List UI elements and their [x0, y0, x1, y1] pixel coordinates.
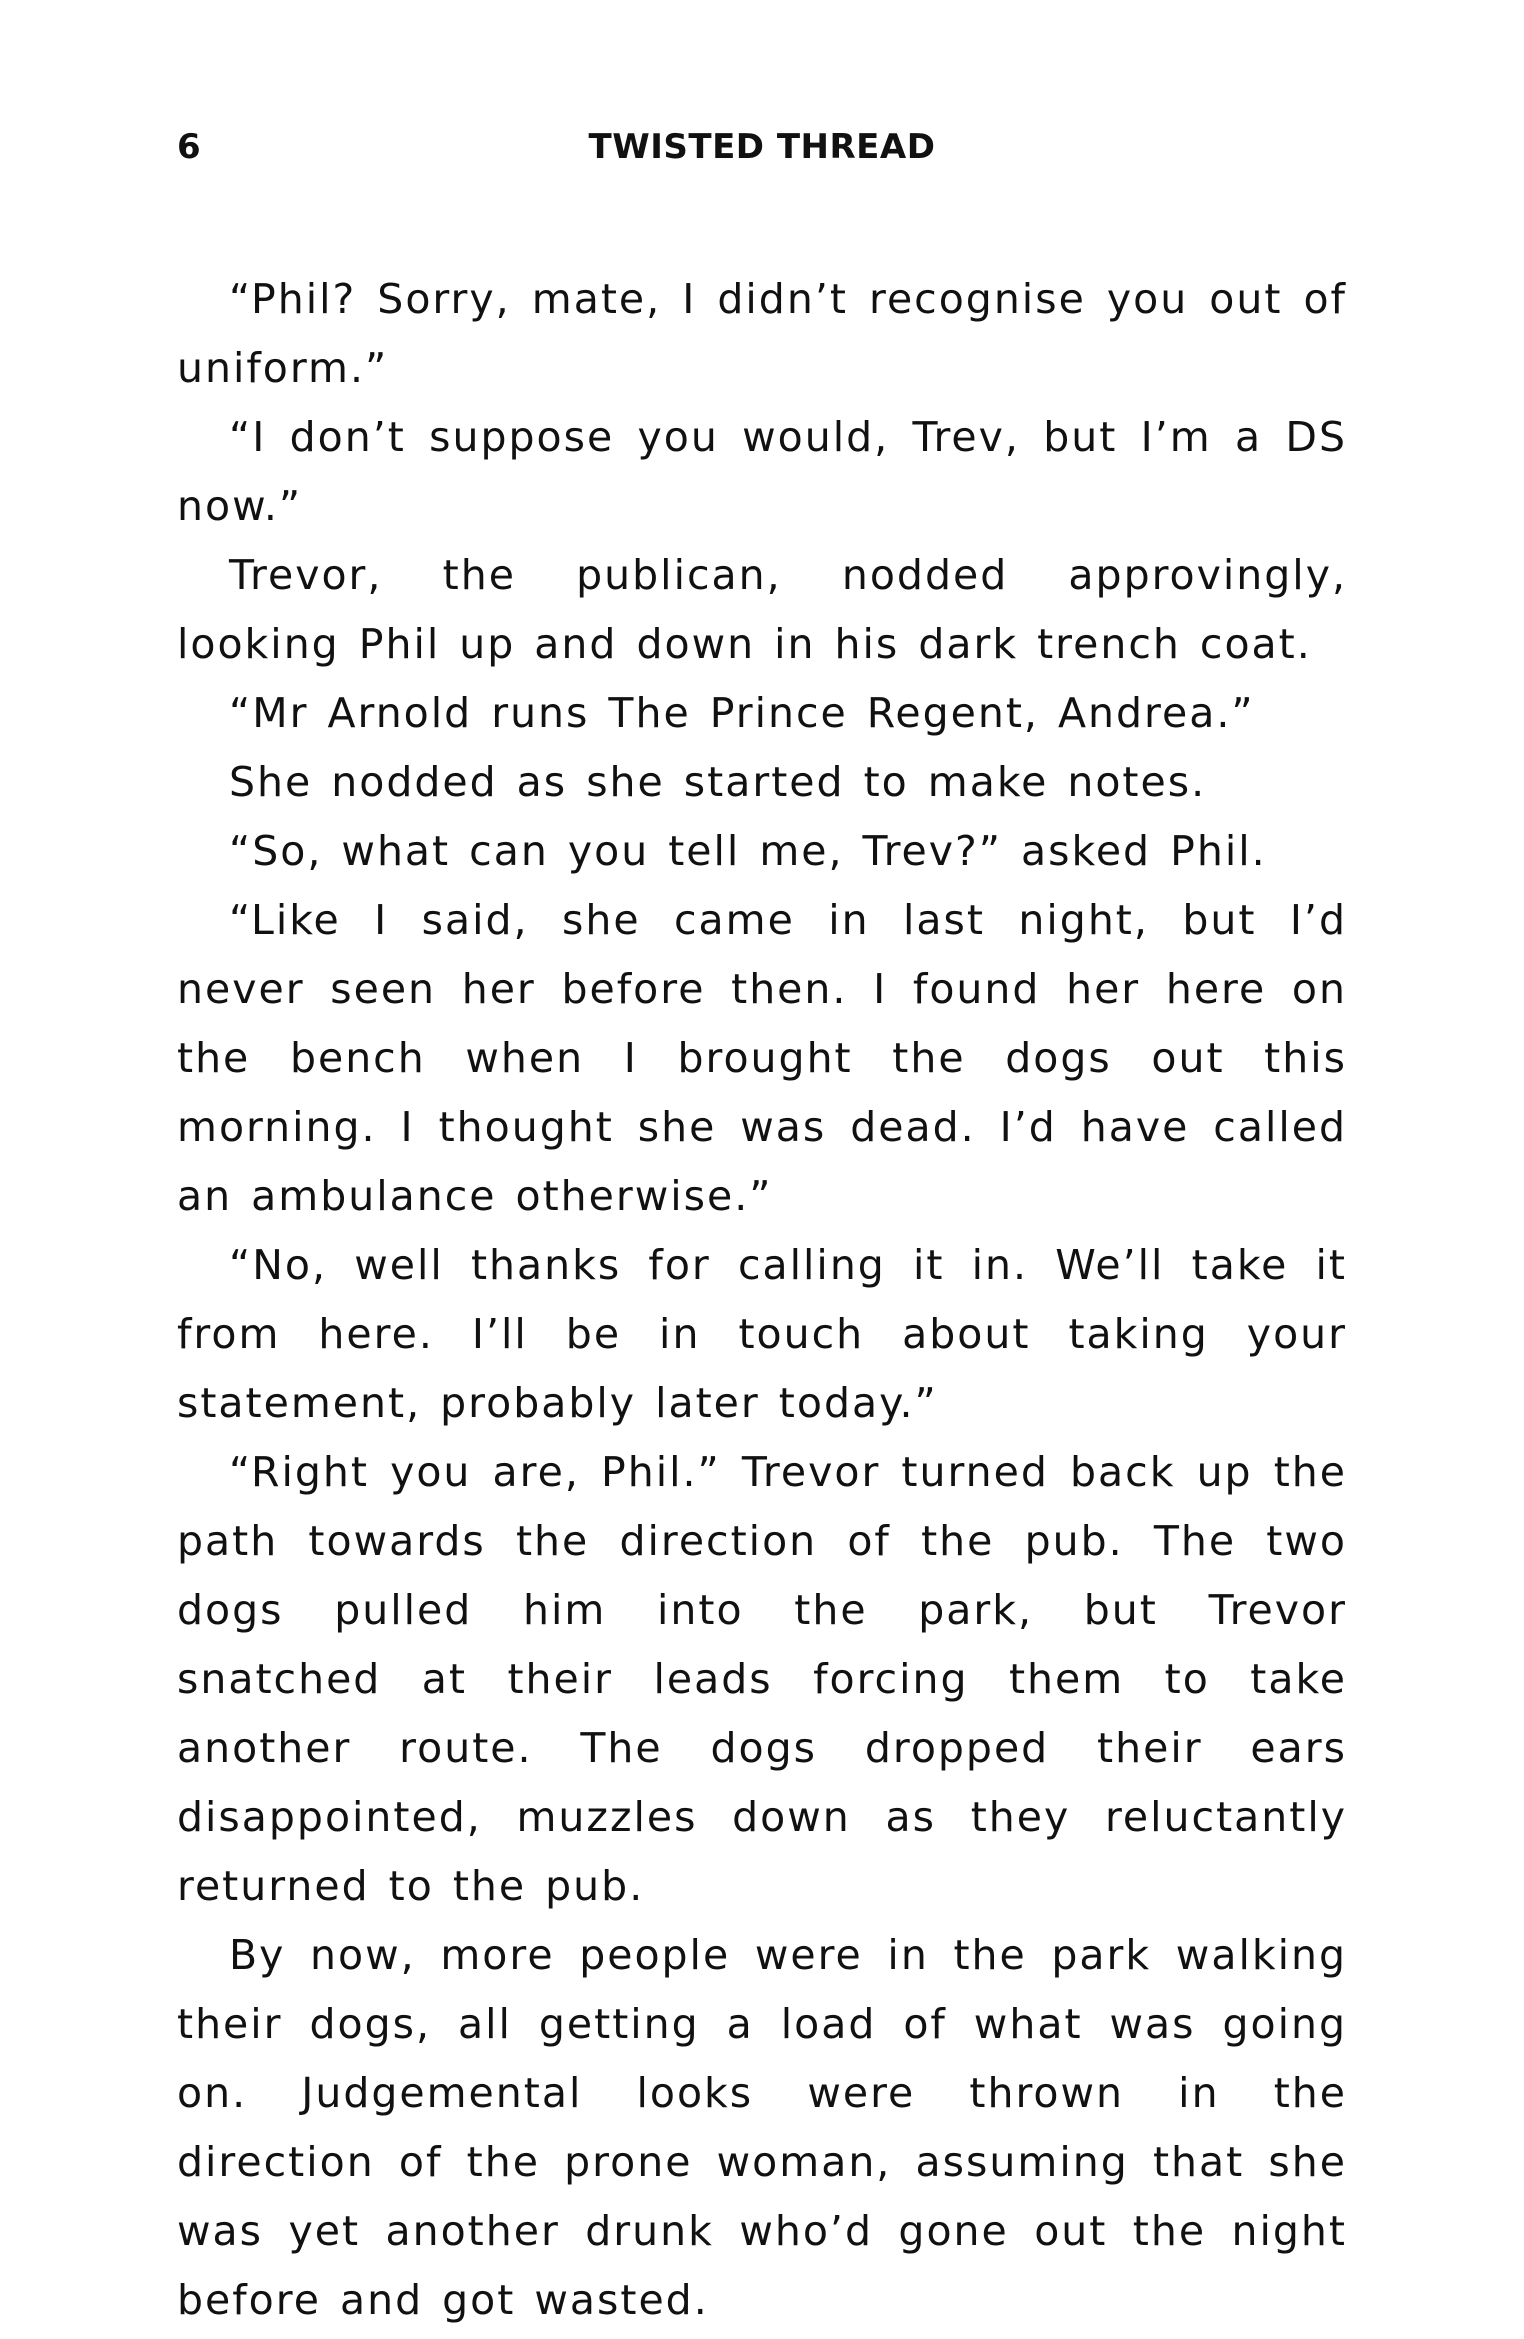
body-text	[177, 265, 1347, 2335]
paragraph: “Like I said, she came in last night, but I’d never seen her before then. I found her here on the bench when I brought the dogs out this morning. I thought she was dead. I’d have called an ambulance otherwise.”	[177, 896, 1347, 1220]
page-header	[177, 122, 1347, 172]
paragraph: “Mr Arnold runs The Prince Regent, Andrea.”	[229, 689, 1255, 737]
paragraph: Trevor, the publican, nodded approvingly, looking Phil up and down in his dark trench coat.	[177, 551, 1347, 668]
paragraph: “Right you are, Phil.” Trevor turned back up the path towards the direction of the pub. The two dogs pulled him into the park, but Trevor snatched at their leads forcing them to take another route. The dogs dropped their ears disappointed, muzzles down as they reluctantly returned to the pub.	[177, 1448, 1347, 1910]
paragraph: By now, more people were in the park walking their dogs, all getting a load of what was going on. Judgemental looks were thrown in the direction of the prone woman, assuming that she was yet another drunk who’d gone out the night before and got wasted.	[177, 1931, 1347, 2324]
paragraph: “So, what can you tell me, Trev?” asked Phil.	[229, 827, 1267, 875]
paragraph: “Phil? Sorry, mate, I didn’t recognise you out of uniform.”	[177, 275, 1347, 392]
paragraph: “No, well thanks for calling it in. We’ll take it from here. I’ll be in touch about taking your statement, probably later today.”	[177, 1241, 1347, 1427]
paragraph: “I don’t suppose you would, Trev, but I’m a DS now.”	[177, 413, 1347, 530]
running-title: TWISTED THREAD	[588, 127, 936, 167]
paragraph: She nodded as she started to make notes.	[229, 758, 1207, 806]
page-number: 6	[177, 127, 201, 167]
